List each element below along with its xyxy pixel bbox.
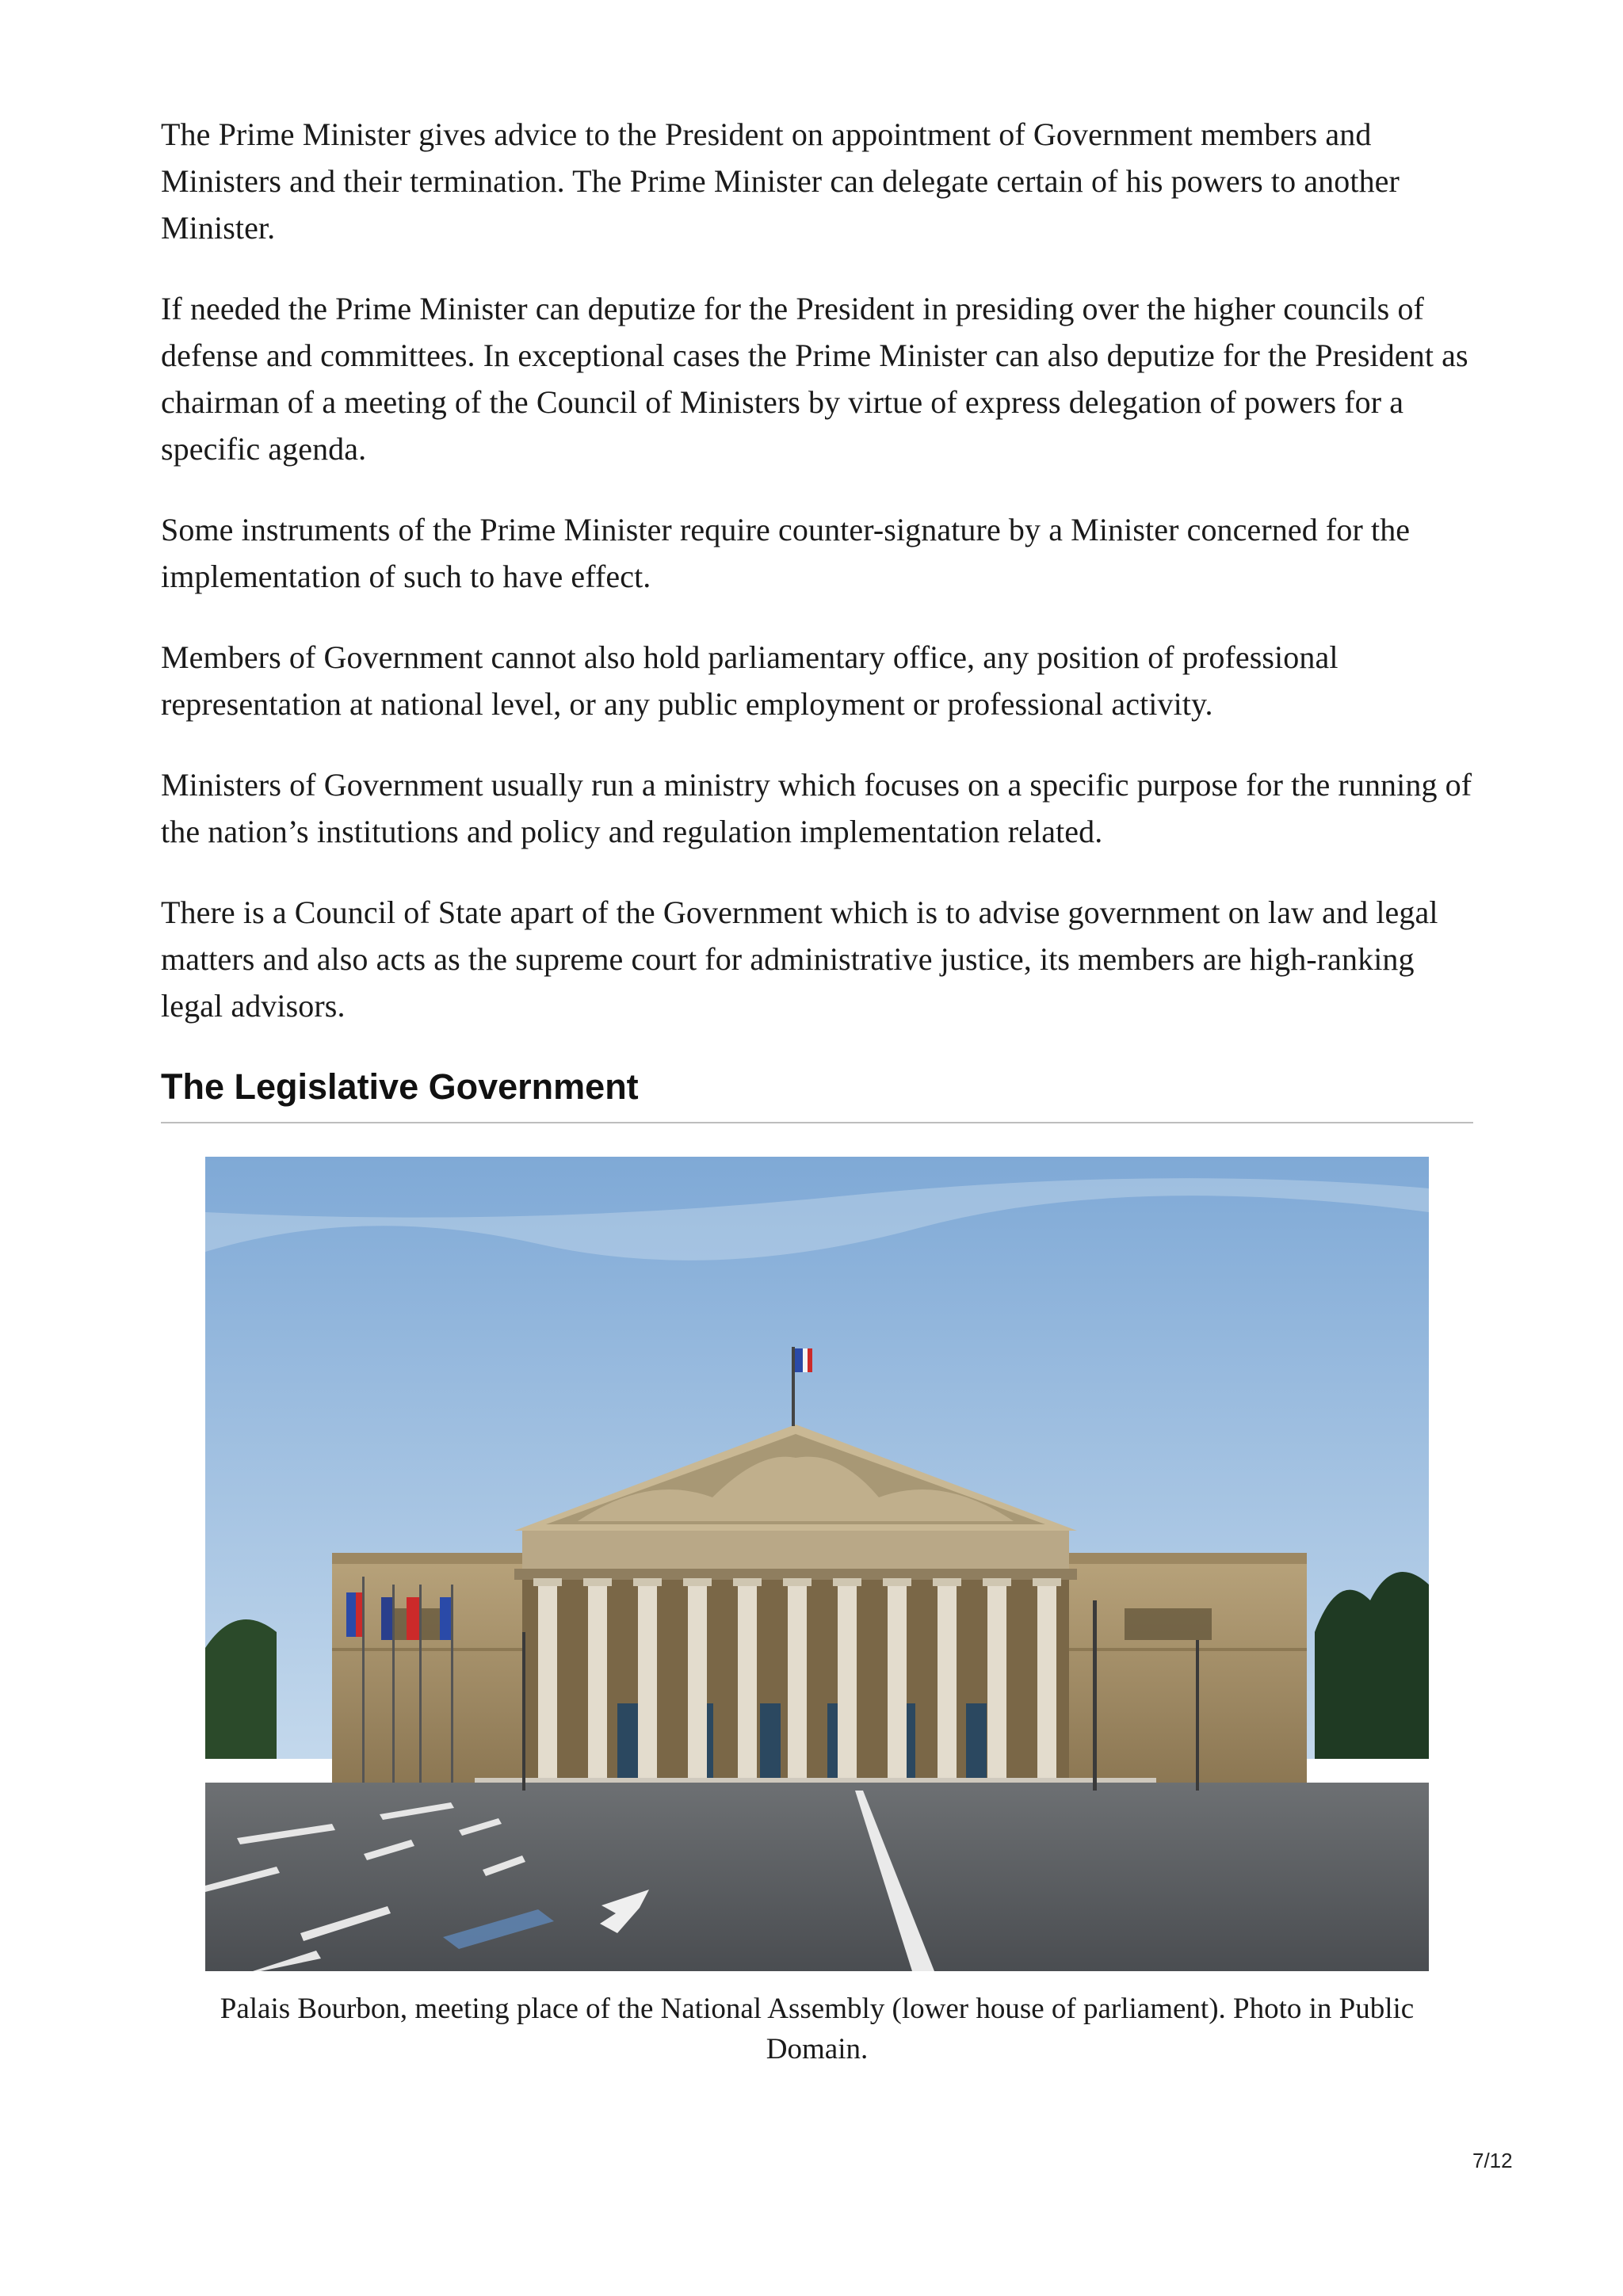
- section-heading: The Legislative Government: [161, 1063, 1473, 1123]
- paragraph: There is a Council of State apart of the Government which is to advise government on law and legal matters and also acts as the supreme court for administrative justice, its members are high-ranking legal advisors.: [161, 894, 1438, 1024]
- figure: [161, 1157, 1473, 2069]
- paragraph: If needed the Prime Minister can deputize for the President in presiding over the higher councils of defense and committees. In exceptional cases the Prime Minister can also deputize for the President as chairman of a meeting of the Council of Ministers by virtue of express delegation of powers for a specific agenda.: [161, 291, 1468, 467]
- palais-bourbon-photo: [205, 1157, 1429, 1971]
- document-body: [161, 111, 1473, 2069]
- paragraph: Members of Government cannot also hold parliamentary office, any position of professional representation at national level, or any public employment or professional activity.: [161, 639, 1338, 722]
- page-number: 7/12: [1472, 2149, 1513, 2172]
- paragraph: Ministers of Government usually run a ministry which focuses on a specific purpose for the running of the nation’s institutions and policy and regulation implementation related.: [161, 767, 1472, 849]
- paragraph: The Prime Minister gives advice to the President on appointment of Government members and Ministers and their termination. The Prime Minister can delegate certain of his powers to another Minister.: [161, 116, 1400, 246]
- paragraph: Some instruments of the Prime Minister require counter-signature by a Minister concerned for the implementation of such to have effect.: [161, 512, 1411, 594]
- figure-caption: Palais Bourbon, meeting place of the National Assembly (lower house of parliament). Photo in Public Domain.: [220, 1993, 1415, 2065]
